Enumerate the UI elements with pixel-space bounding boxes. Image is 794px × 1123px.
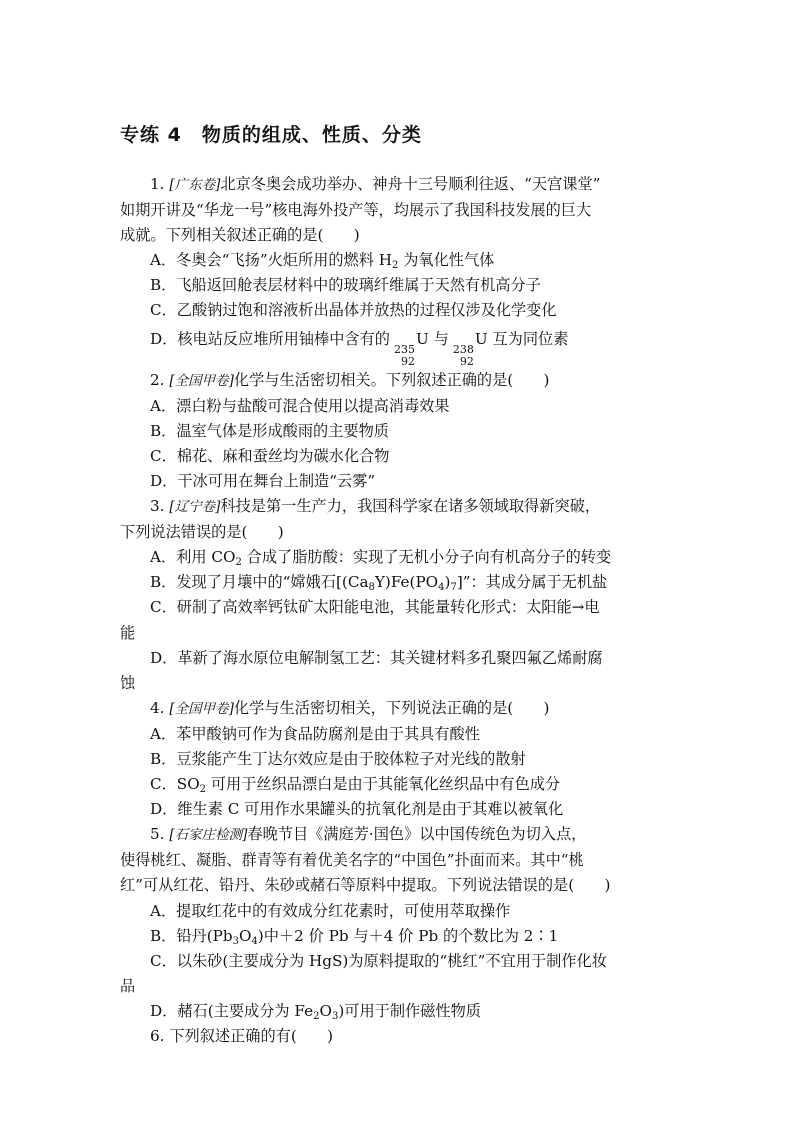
option-a: A．漂白粉与盐酸可混合使用以提高消毒效果 [150, 396, 450, 415]
question-6 [120, 1024, 680, 1049]
question-1 [120, 172, 680, 368]
question-5-stem-line-1: 5. [石家庄检测]春晚节目《满庭芳·国色》以中国传统色为切入点， [150, 825, 587, 844]
option-d: D．核电站反应堆所用铀棒中含有的 235 92 U 与 238 92 U 互为同位素 [150, 329, 569, 368]
option-c: C．乙酸钠过饱和溶液析出晶体并放热的过程仅涉及化学变化 [150, 301, 557, 320]
question-source: [全国甲卷] [169, 700, 234, 717]
page-title: 专练 4 物质的组成、性质、分类 [120, 124, 422, 146]
option-b: B．发现了月壤中的“嫦娥石$[(Ca_8Y)Fe(PO_4)_7]$”：其成分属于无机盐 [150, 573, 608, 594]
question-3 [120, 494, 680, 696]
option-b: B．飞船返回舱表层材料中的玻璃纤维属于天然有机高分子 [150, 276, 541, 295]
option-d: D．干冰可用在舞台上制造“云雾” [150, 471, 376, 490]
question-1-stem-line-2: 如期开讲及“华龙一号”核电海外投产等，均展示了我国科技发展的巨大 [120, 201, 592, 220]
option-c-line-2: 能 [120, 623, 136, 642]
question-1-stem-line-1: 1. [广东卷]北京冬奥会成功举办、神舟十三号顺利往返、“天宫课堂” [150, 175, 601, 193]
question-2-stem: 2. [全国甲卷]化学与生活密切相关。下列叙述正确的是( ) [150, 370, 550, 389]
option-c: C．$SO_2$ 可用于丝织品漂白是由于其能氧化丝织品中有色成分 [150, 775, 561, 796]
isotope-notation: 238 92 [452, 342, 474, 368]
option-c: C．棉花、麻和蚕丝均为碳水化合物 [150, 446, 390, 465]
question-list [120, 172, 680, 1049]
option-d: D．赭石(主要成分为 $Fe_2O_3$)可用于制作磁性物质 [150, 1001, 481, 1022]
option-c-line-1: C．研制了高效率钙钛矿太阳能电池，其能量转化形式：太阳能→电 [150, 598, 600, 617]
question-2 [120, 368, 680, 494]
question-6-stem: 6. 下列叙述正确的有( ) [150, 1027, 334, 1045]
option-d: D．维生素 C 可用作水果罐头的抗氧化剂是由于其难以被氧化 [150, 800, 564, 819]
option-a: A．冬奥会“飞扬”火炬所用的燃料 $H_2$ 为氧化性气体 [150, 251, 495, 272]
question-3-stem-line-1: 3. [辽宁卷]科技是第一生产力，我国科学家在诸多领域取得新突破， [150, 497, 601, 516]
option-d-line-1: D．革新了海水原位电解制氢工艺：其关键材料多孔聚四氟乙烯耐腐 [150, 648, 603, 667]
option-a: A．提取红花中的有效成分红花素时，可使用萃取操作 [150, 901, 511, 920]
question-source: [石家庄检测] [169, 827, 248, 844]
option-d-line-2: 蚀 [120, 673, 136, 692]
question-source: [全国甲卷] [169, 372, 234, 389]
option-c-line-2: 品 [120, 976, 136, 995]
question-source: [广东卷] [169, 177, 221, 193]
option-b: B．豆浆能产生丁达尔效应是由于胶体粒子对光线的散射 [150, 749, 526, 768]
question-5 [120, 822, 680, 1024]
question-4-stem: 4. [全国甲卷]化学与生活密切相关，下列说法正确的是( ) [150, 698, 550, 717]
option-c-line-1: C．以朱砂(主要成分为 HgS)为原料提取的“桃红”不宜用于制作化妆 [150, 951, 607, 970]
question-source: [辽宁卷] [169, 499, 221, 516]
question-1-stem-line-3: 成就。下列相关叙述正确的是( ) [120, 226, 360, 245]
option-b: B．铅丹$(Pb_3O_4)$中＋2 价 Pb 与＋4 价 Pb 的个数比为 2∶1 [150, 926, 559, 947]
isotope-notation: 235 92 [394, 342, 415, 368]
option-a: A．利用 $CO_2$ 合成了脂肪酸：实现了无机小分子向有机高分子的转变 [150, 548, 612, 569]
question-3-stem-line-2: 下列说法错误的是( ) [120, 523, 284, 542]
question-5-stem-line-3: 红”可从红花、铅丹、朱砂或赭石等原料中提取。下列说法错误的是( ) [120, 876, 611, 895]
question-4 [120, 696, 680, 822]
option-b: B．温室气体是形成酸雨的主要物质 [150, 421, 389, 440]
option-a: A．苯甲酸钠可作为食品防腐剂是由于其具有酸性 [150, 724, 480, 743]
question-5-stem-line-2: 使得桃红、凝脂、群青等有着优美名字的“中国色”扑面而来。其中“桃 [120, 851, 584, 870]
